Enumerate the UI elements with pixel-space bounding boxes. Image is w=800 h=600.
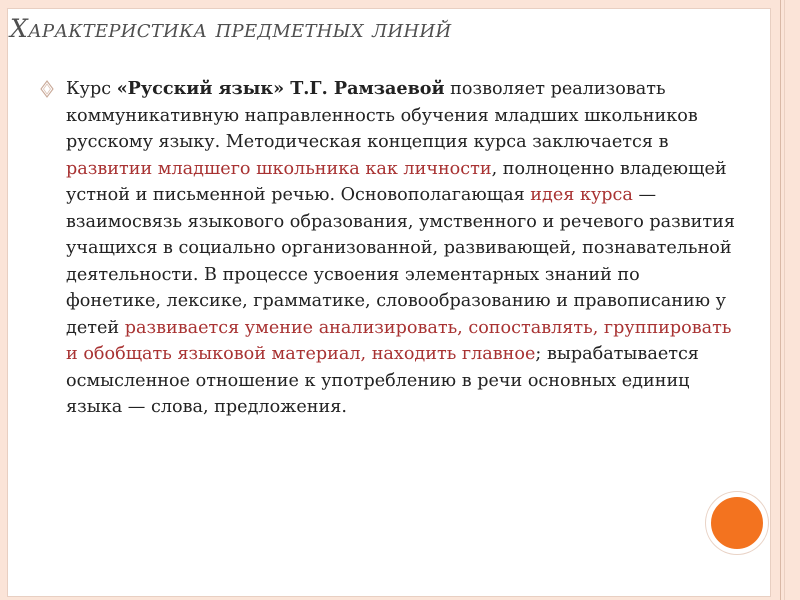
decorative-rule xyxy=(780,0,781,600)
text-run: ; вырабатывается осмысленное отношение к употреблению в речи основных единиц языка — слова, предложения. xyxy=(66,344,699,417)
text-run: позволяет реализовать коммуникативную направленность обучения младших школьников русскому языку. Методическая концепция курса заключается в xyxy=(66,79,698,152)
decorative-rule-secondary xyxy=(784,0,785,600)
accent-circle xyxy=(706,492,768,554)
highlight-course-idea: идея курса xyxy=(530,185,633,205)
body-paragraph xyxy=(66,76,736,421)
text-run: Курс xyxy=(66,79,117,99)
course-name: «Русский язык» Т.Г. Рамзаевой xyxy=(116,78,445,99)
diamond-bullet-icon xyxy=(39,80,55,98)
text-run: , полноценно владеющей устной и письменной речью. Основополагающая xyxy=(66,158,727,205)
highlight-skills: развивается умение анализировать, сопоставлять, группировать и обобщать языковой материал, находить главное xyxy=(66,317,732,364)
slide-title: Характеристика предметных линий xyxy=(10,14,452,43)
text-run: — взаимосвязь языкового образования, умственного и речевого развития учащихся в социально организованной, развивающей, познавательной деятельности. В процессе усвоения элементарных знаний по фонетике, лексике, грамматике, словообразованию и правописанию у детей xyxy=(66,185,735,338)
highlight-development: развитии младшего школьника как личности xyxy=(66,158,492,179)
